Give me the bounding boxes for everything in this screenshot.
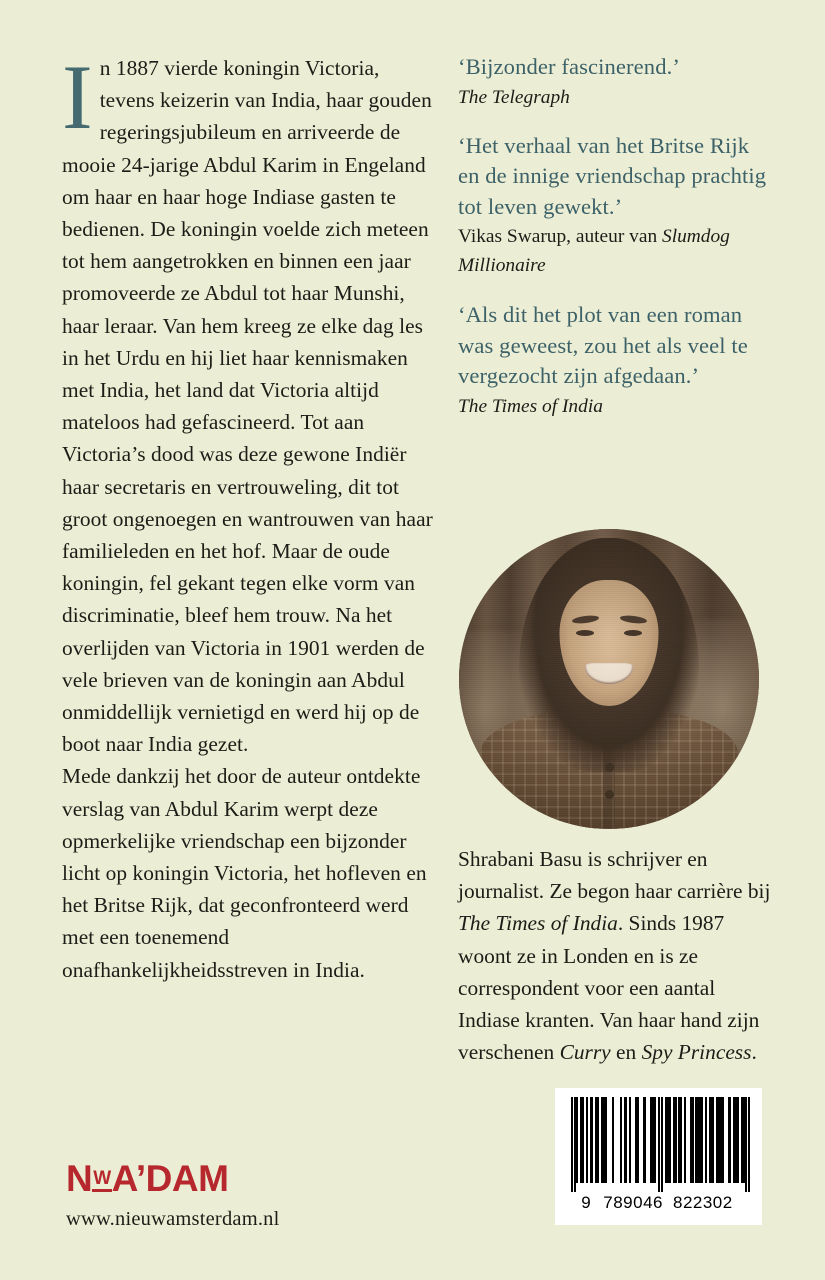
quote-source-title: The Telegraph [458, 86, 570, 108]
publisher-logo-nieuw-amsterdam [66, 1160, 280, 1197]
quote-source [458, 392, 776, 421]
drop-cap: I [62, 46, 93, 148]
logo-letter-n: N [66, 1158, 93, 1199]
review-quote-1 [458, 52, 776, 112]
bio-part-1: Shrabani Basu is schrijver en journalist. Ze begon haar carrière bij [458, 847, 771, 904]
blurb-column [62, 46, 434, 986]
quotes-column [458, 52, 776, 421]
logo-letters-adam: A’DAM [111, 1158, 229, 1199]
blurb-paragraph-2: Mede dankzij het door de auteur ontdekte verslag van Abdul Karim werpt deze opmerkelijke vriendschap een bijzonder licht op koningin Victoria, het hofleven en het Britse Rijk, dat geconfronteerd werd met een toenemend onafhankelijkheidsstreven in India. [62, 764, 427, 982]
bio-title-spy-princess: Spy Princess [641, 1040, 752, 1065]
blurb-paragraph-1 [62, 46, 434, 760]
barcode-lead-digit: 9 [581, 1193, 592, 1212]
barcode-group-1: 789046 [603, 1193, 663, 1212]
quote-source-name: Vikas Swarup, auteur van [458, 226, 662, 247]
quote-source [458, 222, 776, 280]
author-photo-circle [459, 529, 759, 829]
barcode-group-2: 822302 [672, 1193, 733, 1212]
author-photo [459, 529, 759, 829]
logo-letter-w: W [93, 1168, 111, 1189]
quote-source [458, 83, 776, 112]
barcode-number [567, 1193, 750, 1213]
barcode-bar [748, 1097, 750, 1192]
bio-part-4: . [751, 1040, 757, 1065]
publisher-website[interactable]: www.nieuwamsterdam.nl [66, 1208, 280, 1230]
bio-title-curry: Curry [559, 1040, 611, 1065]
photo-grain [459, 529, 759, 829]
quote-source-title: Slumdog Millionaire [458, 226, 730, 276]
author-bio-text [458, 843, 780, 1068]
bio-title-times-of-india: The Times of India [458, 911, 618, 936]
review-quote-2 [458, 131, 776, 281]
barcode-bars [571, 1097, 750, 1192]
blurb-body-1: n 1887 vierde koningin Victoria, tevens keizerin van India, haar gouden regeringsjubileum en arriveerde de mooie 24-jarige Abdul Karim in Engeland om haar en haar hoge Indiase gasten te bedienen. De koningin voelde zich meteen tot hem aangetrokken en binnen een jaar promoveerde ze Abdul tot haar Munshi, haar leraar. Van hem kreeg ze elke dag les in het Urdu en hij liet haar kennismaken met India, het land dat Victoria altijd mateloos had gefascineerd. Tot aan Victoria’s dood was deze gewone Indiër haar secretaris en vertrouweling, dit tot groot ongenoegen en wantrouwen van haar familieleden en het hof. Maar de oude koningin, fel gekant tegen elke vorm van discriminatie, bleef hem trouw. Na het overlijden van Victoria in 1901 werden de vele brieven van de koningin aan Abdul onmiddellijk vernietigd en werd hij op de boot naar India gezet. [62, 56, 433, 757]
bio-part-3: en [610, 1040, 642, 1065]
quote-text: ‘Het verhaal van het Britse Rijk en de innige vriendschap prachtig tot leven gewekt.’ [458, 132, 767, 219]
publisher-block [66, 1160, 280, 1231]
author-bio [458, 843, 780, 1068]
review-quote-3 [458, 300, 776, 421]
quote-text: ‘Bijzonder fascinerend.’ [458, 54, 680, 79]
bio-part-2: . Sinds 1987 woont ze in Londen en is ze correspondent voor een aantal Indiase kranten. Van haar hand zijn verschenen [458, 911, 760, 1065]
barcode-panel [555, 1088, 762, 1225]
quote-text: ‘Als dit het plot van een roman was geweest, zou het als veel te vergezocht zijn afgedaan.’ [458, 302, 748, 388]
quote-source-title: The Times of India [458, 395, 603, 417]
